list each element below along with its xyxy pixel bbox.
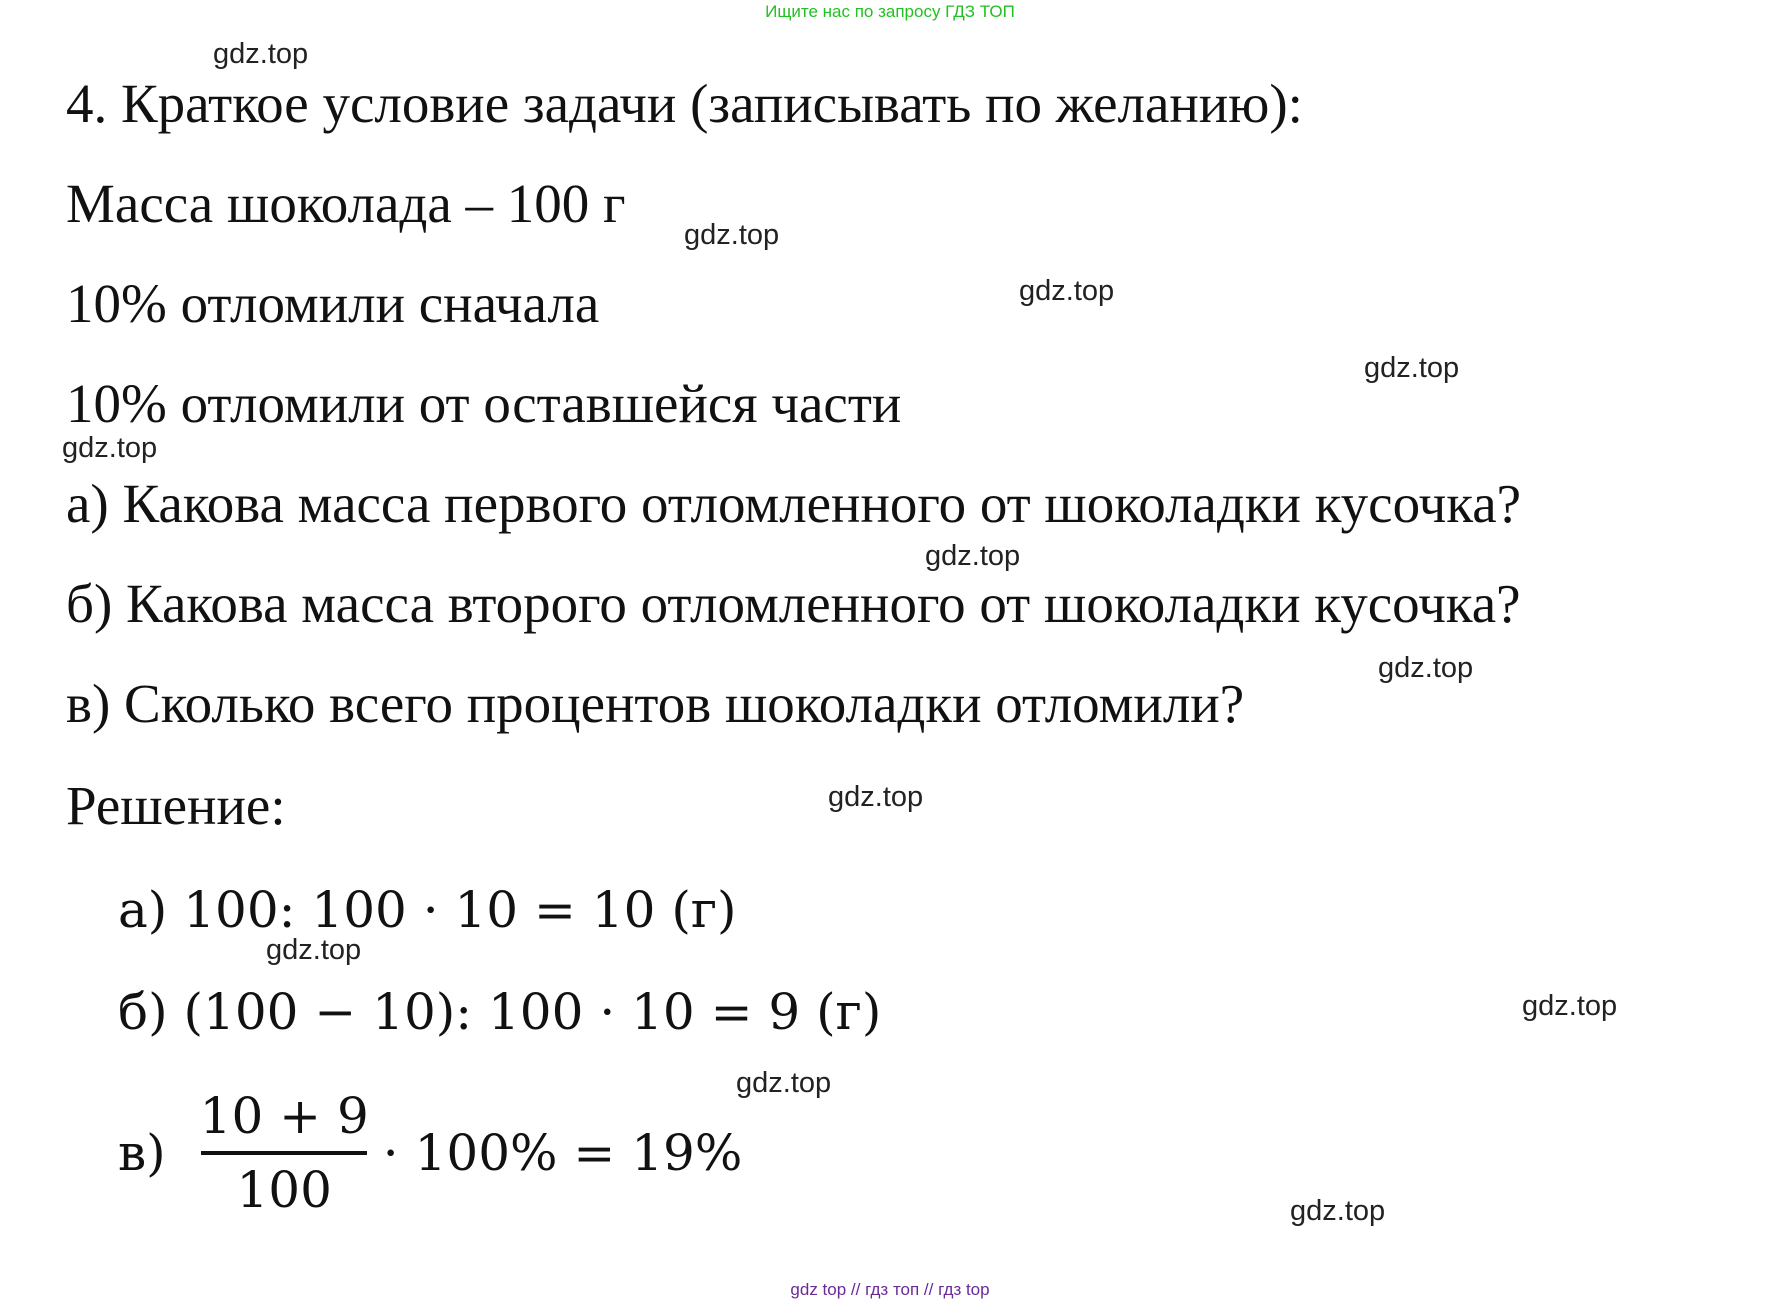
solution-c (118, 1078, 742, 1228)
question-b: б) Какова масса второго отломленного от шоколадки кусочка? (66, 573, 1521, 634)
condition-mass: Масса шоколада – 100 г (66, 173, 626, 234)
watermark: gdz.top (1364, 352, 1460, 384)
top-banner: Ищите нас по запросу ГДЗ ТОП (765, 2, 1015, 21)
solution-c-prefix: в) (118, 1124, 166, 1182)
watermark: gdz.top (213, 38, 309, 70)
solution-a: а) 100: 100 · 10 = 10 (г) (118, 881, 737, 939)
question-a: а) Какова масса первого отломленного от шоколадки кусочка? (66, 473, 1522, 534)
watermark: gdz.top (1378, 652, 1474, 684)
fraction-numerator: 10 + 9 (199, 1087, 369, 1145)
solution-c-rest: · 100% = 19% (382, 1124, 743, 1182)
condition-first-piece: 10% отломили сначала (66, 273, 600, 334)
fraction-denominator: 100 (236, 1161, 332, 1219)
watermark: gdz.top (684, 219, 780, 251)
task-title: 4. Краткое условие задачи (записывать по желанию): (66, 73, 1303, 134)
watermark: gdz.top (1290, 1195, 1386, 1227)
watermark: gdz.top (828, 781, 924, 813)
fraction (194, 1087, 375, 1219)
question-c: в) Сколько всего процентов шоколадки отломили? (66, 673, 1245, 734)
watermark: gdz.top (1522, 990, 1618, 1022)
solution-heading: Решение: (66, 775, 286, 836)
condition-second-piece: 10% отломили от оставшейся части (66, 373, 902, 434)
watermark: gdz.top (736, 1067, 832, 1099)
watermark: gdz.top (1019, 275, 1115, 307)
watermark: gdz.top (266, 934, 362, 966)
watermark: gdz.top (62, 432, 158, 464)
solution-b: б) (100 − 10): 100 · 10 = 9 (г) (118, 983, 882, 1041)
bottom-banner: gdz top // гдз топ // гдз top (790, 1280, 990, 1299)
watermark: gdz.top (925, 540, 1021, 572)
